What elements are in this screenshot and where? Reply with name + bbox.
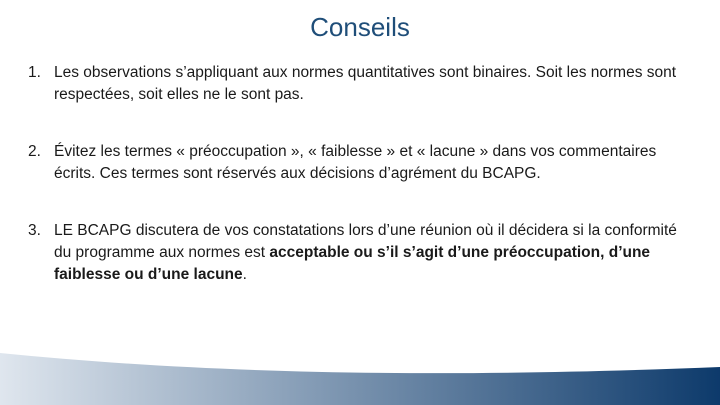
slide-title: Conseils — [310, 12, 410, 42]
tip-number: 2. — [28, 143, 41, 160]
tip-text-end: . — [242, 266, 247, 283]
tip-item-3 — [28, 220, 696, 286]
decorative-wave — [0, 345, 720, 405]
tip-text-bold: acceptable ou s’il s’agit d’une préoccupation, d’une faiblesse ou d’une lacune — [54, 244, 651, 283]
tip-text: LE BCAPG discutera de vos constatations lors d’une réunion où il décidera si la conformité du programme aux normes est — [54, 222, 677, 261]
tips-list — [28, 62, 696, 286]
tip-text: Les observations s’appliquant aux normes quantitatives sont binaires. Soit les normes sont respectées, soit elles ne le sont pas. — [54, 64, 677, 103]
tip-item-2 — [28, 141, 696, 185]
tip-text: Évitez les termes « préoccupation », « faiblesse » et « lacune » dans vos commentaires écrits. Ces termes sont réservés aux décisions d’agrément du BCAPG. — [54, 143, 657, 182]
tip-number: 3. — [28, 222, 41, 239]
tip-item-1 — [28, 62, 696, 106]
tip-number: 1. — [28, 64, 41, 81]
